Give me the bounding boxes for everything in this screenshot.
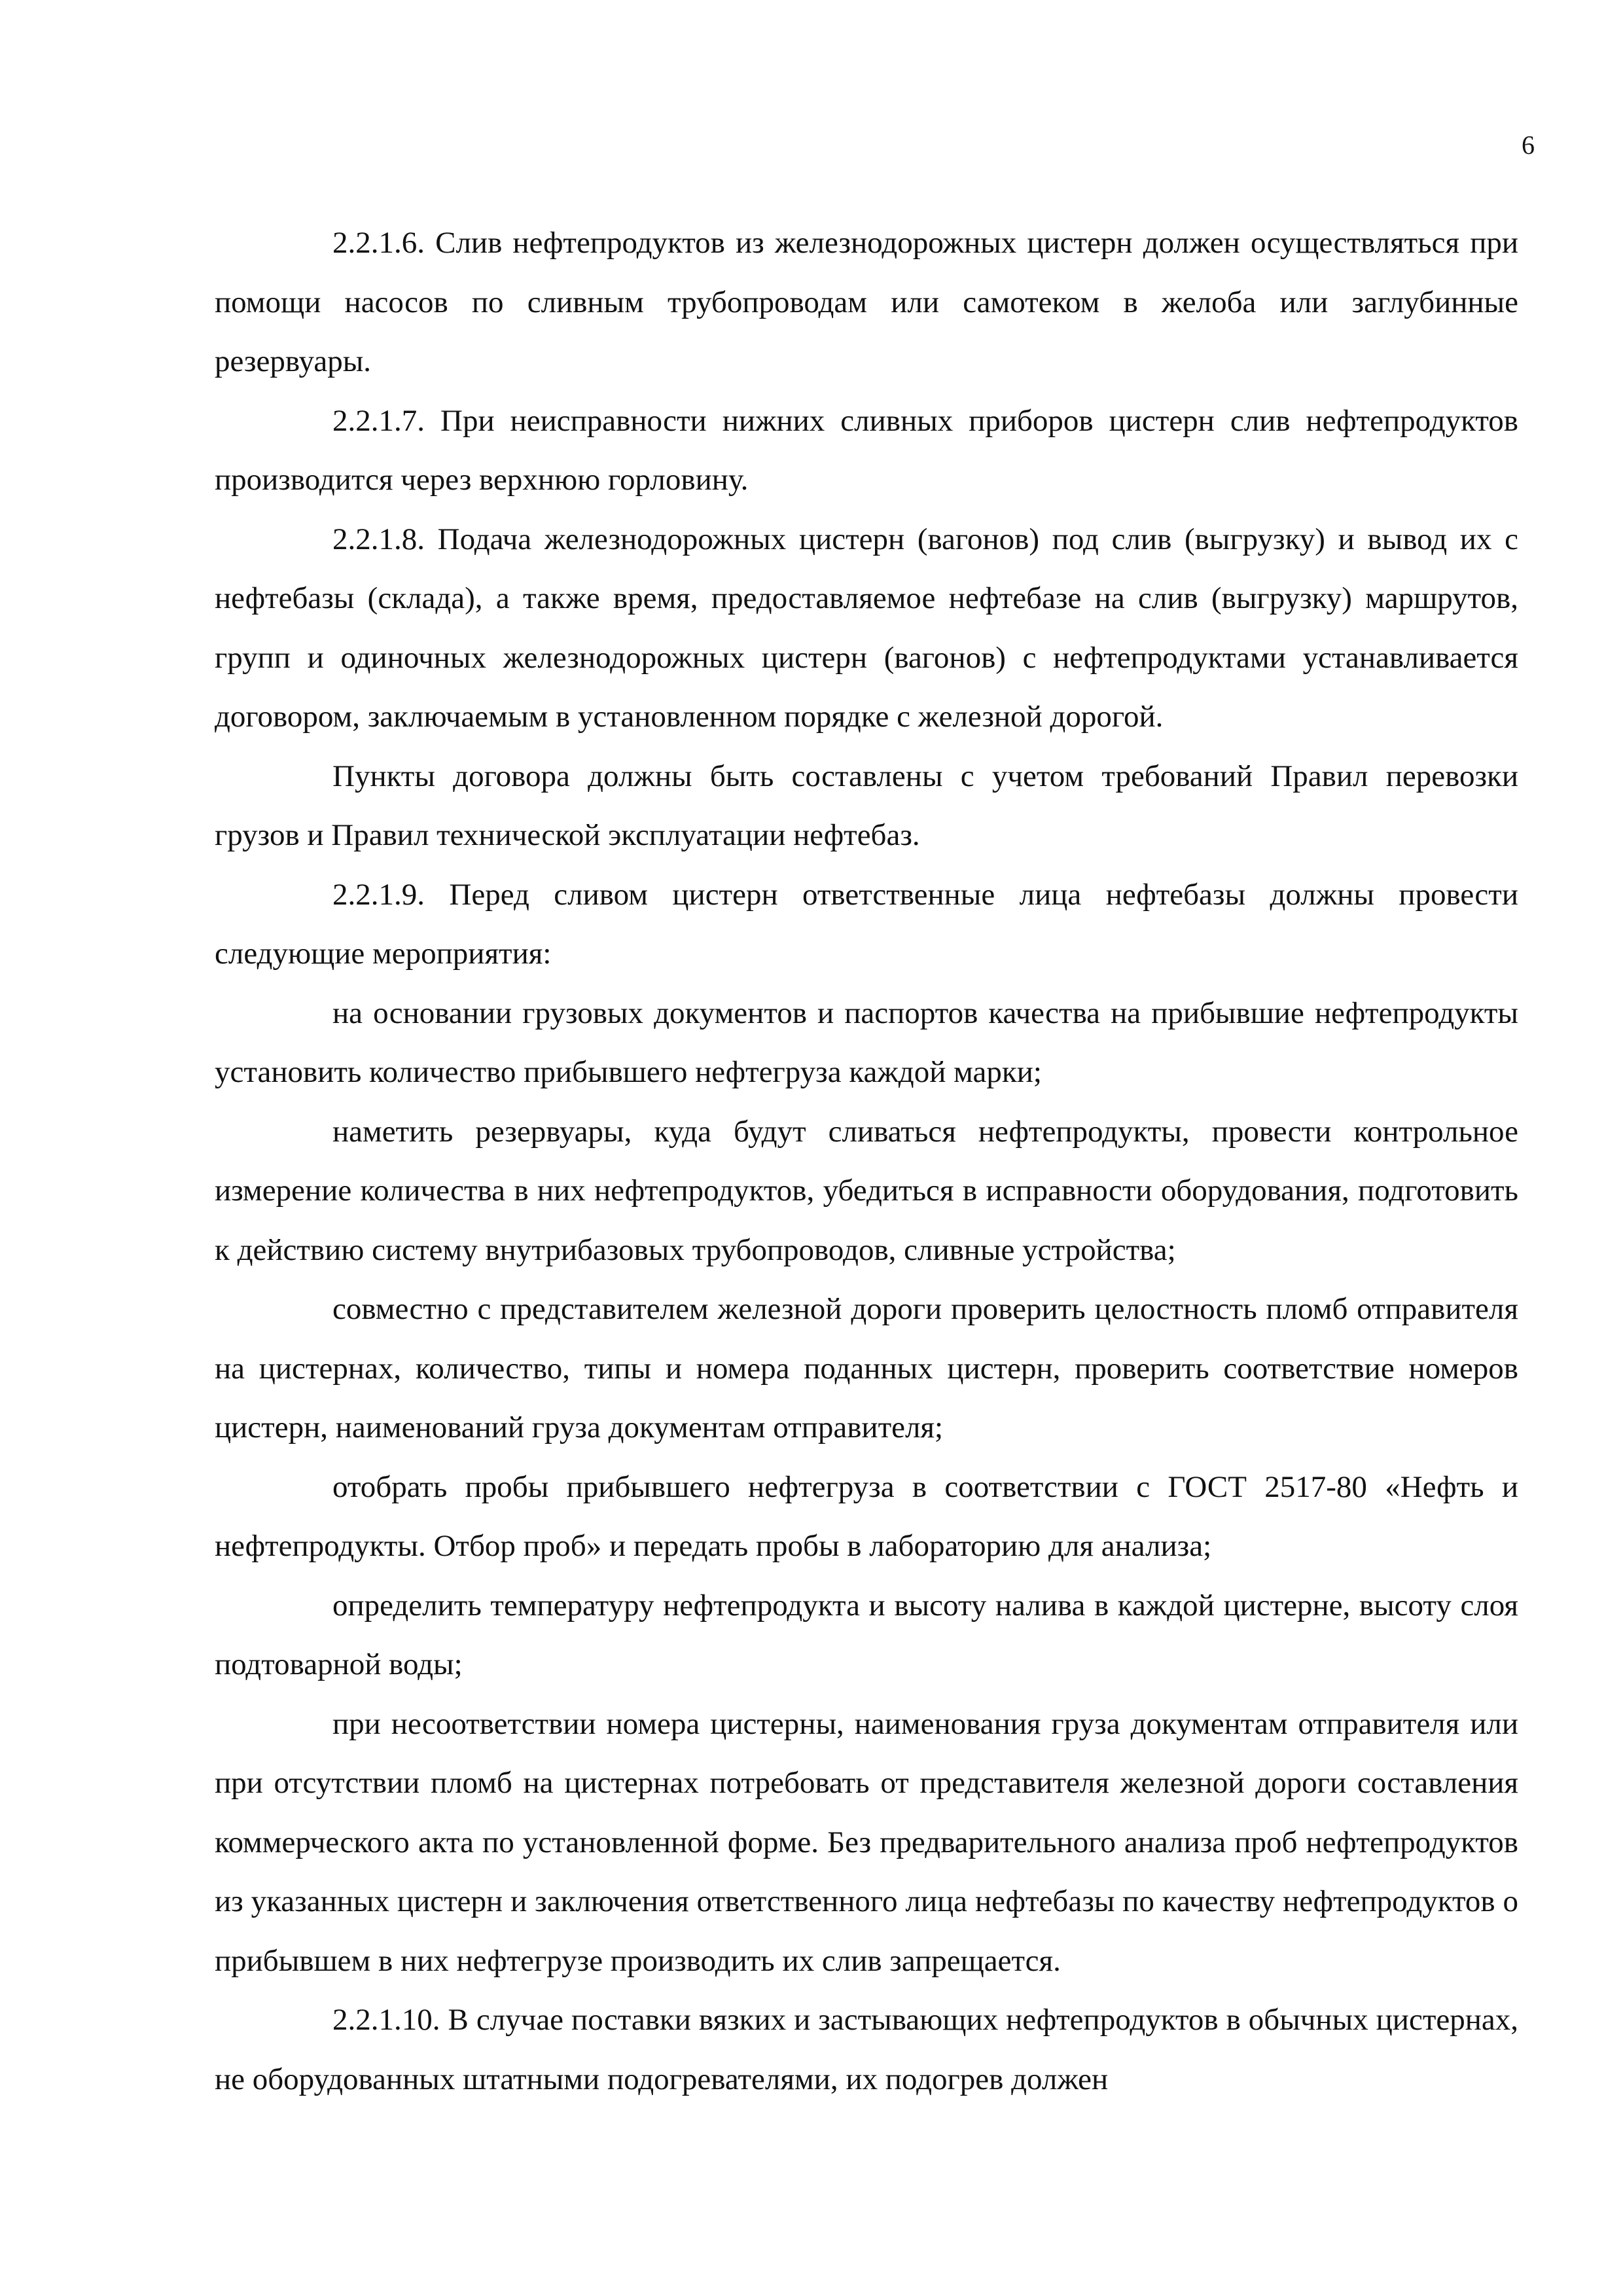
paragraph-2-2-1-9: 2.2.1.9. Перед сливом цистерн ответственные лица нефтебазы должны провести следующие мероприятия:	[215, 877, 1518, 971]
list-item-seals-check: совместно с представителем железной дороги проверить целостность пломб отправителя на цистернах, количество, типы и номера поданных цистерн, проверить соответствие номеров цистерн, наименований груза документам отправителя;	[215, 1292, 1518, 1444]
paragraph-2-2-1-8: 2.2.1.8. Подача железнодорожных цистерн (вагонов) под слив (выгрузку) и вывод их с нефтебазы (склада), а также время, предоставляемое нефтебазе на слив (выгрузку) маршрутов, групп и одиночных железнодорожных цистерн (вагонов) с нефтепродуктами устанавливается договором, заключаемым в установленном порядке с железной дорогой.	[215, 522, 1518, 734]
paragraph-contract-points: Пункты договора должны быть составлены с учетом требований Правил перевозки грузов и Правил технической эксплуатации нефтебаз.	[215, 759, 1518, 852]
list-item-discrepancy: при несоответствии номера цистерны, наименования груза документам отправителя или при отсутствии пломб на цистернах потребовать от представителя железной дороги составления коммерческого акта по установленной форме. Без предварительного анализа проб нефтепродуктов из указанных цистерн и заключения ответственного лица нефтебазы по качеству нефтепродуктов о прибывшем в них нефтегрузе производить их слив запрещается.	[215, 1706, 1518, 1978]
list-item-documents: на основании грузовых документов и паспортов качества на прибывшие нефтепродукты установить количество прибывшего нефтегруза каждой марки;	[215, 996, 1518, 1089]
paragraph-2-2-1-6: 2.2.1.6. Слив нефтепродуктов из железнодорожных цистерн должен осуществляться при помощи насосов по сливным трубопроводам или самотеком в желоба или заглубинные резервуары.	[215, 226, 1518, 378]
list-item-reservoirs: наметить резервуары, куда будут сливаться нефтепродукты, провести контрольное измерение количества в них нефтепродуктов, убедиться в исправности оборудования, подготовить к действию систему внутрибазовых трубопроводов, сливные устройства;	[215, 1114, 1518, 1267]
document-body	[215, 213, 1518, 2109]
list-item-temperature: определить температуру нефтепродукта и высоту налива в каждой цистерне, высоту слоя подтоварной воды;	[215, 1588, 1518, 1681]
paragraph-2-2-1-7: 2.2.1.7. При неисправности нижних сливных приборов цистерн слив нефтепродуктов производится через верхнюю горловину.	[215, 403, 1518, 497]
paragraph-2-2-1-10: 2.2.1.10. В случае поставки вязких и застывающих нефтепродуктов в обычных цистернах, не оборудованных штатными подогревателями, их подогрев должен	[215, 2003, 1518, 2096]
list-item-sampling: отобрать пробы прибывшего нефтегруза в соответствии с ГОСТ 2517-80 «Нефть и нефтепродукты. Отбор проб» и передать пробы в лабораторию для анализа;	[215, 1469, 1518, 1563]
page-number: 6	[1522, 130, 1535, 160]
